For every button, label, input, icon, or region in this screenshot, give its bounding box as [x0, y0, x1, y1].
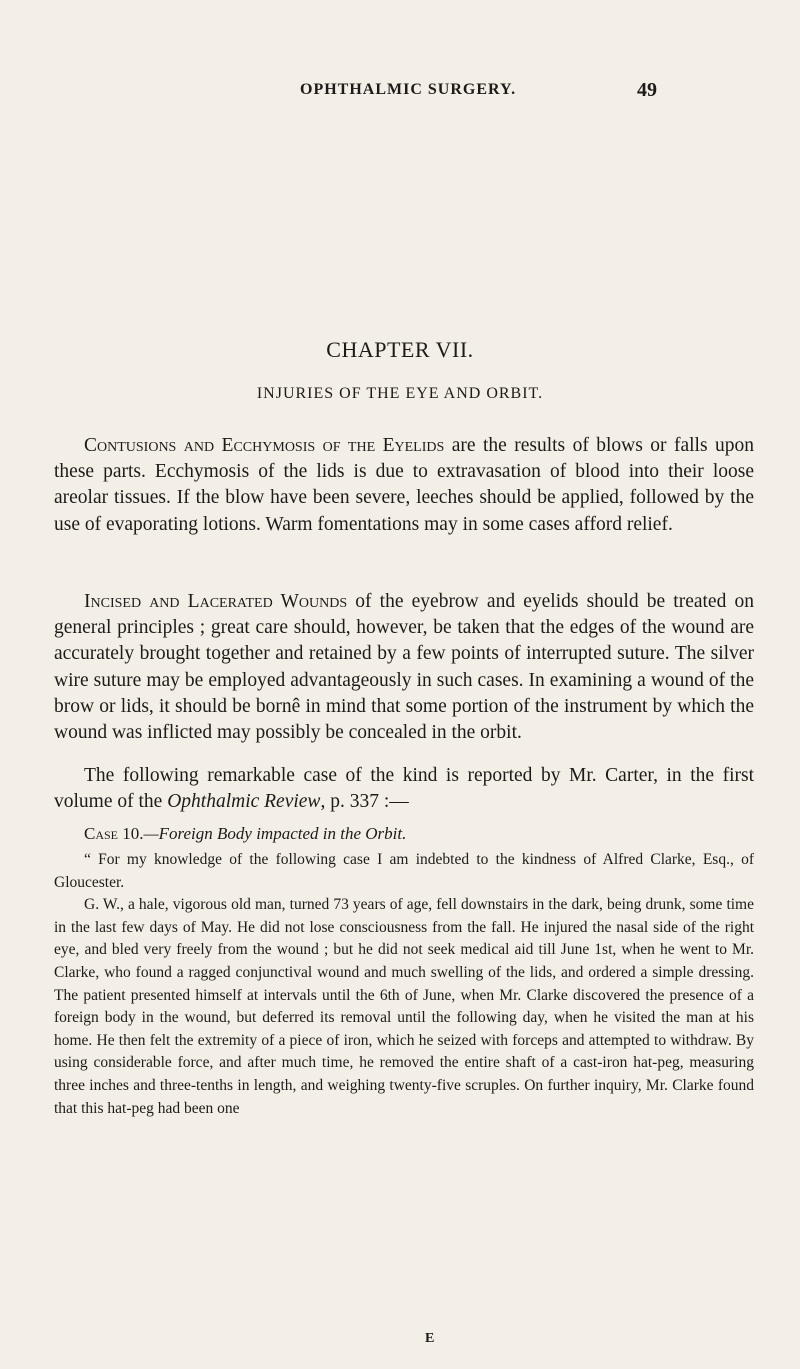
paragraph-lead: Incised and Lacerated Wounds [84, 591, 348, 612]
chapter-title: INJURIES OF THE EYE AND ORBIT. [256, 385, 544, 402]
page-number: 49 [637, 79, 657, 101]
body-paragraph-1 [54, 433, 754, 538]
case-title-line [54, 823, 754, 846]
case-body [54, 849, 754, 1120]
body-paragraph-2 [54, 589, 754, 746]
paragraph-text: of the eyebrow and eyelids should be treated on general principles ; great care should, however, be taken that the edges of the wound are accurately brought together and retained by a few points of interrupted suture. The silver wire suture may be employed advantageously in such cases. In examining a wound of the brow or lids, it should be bornê in mind that some portion of the instrument by which the wound was inflicted may possibly be concealed in the orbit. [54, 591, 754, 744]
paragraph [54, 763, 754, 815]
paragraph-text: , p. 337 :— [320, 791, 409, 813]
paragraph-text: are the results of blows or falls upon these parts. Ecchymosis of the lids is due to extravasation of blood into their loose areolar tissues. If the blow have been severe, leeches should be applied, followed by the use of evaporating lotions. Warm fomentations may in some cases afford relief. [54, 435, 754, 535]
paragraph [54, 589, 754, 746]
running-head [0, 81, 800, 103]
case-title: —Foreign Body impacted in the Orbit. [143, 824, 407, 843]
journal-title: Ophthalmic Review [167, 791, 321, 813]
paragraph [54, 433, 754, 538]
chapter-heading: CHAPTER VII. [326, 337, 474, 362]
running-title: OPHTHALMIC SURGERY. [300, 81, 517, 98]
case-paragraph-2: G. W., a hale, vigorous old man, turned 73 years of age, fell downstairs in the dark, being drunk, some time in the last few days of May. He did not lose consciousness from the fall. He injured the nasal side of the right eye, and bled very freely from the wound ; but he did not seek medical aid till June 1st, when he went to Mr. Clarke, who found a ragged conjunctival wound and much swelling of the lids, and ordered a simple dressing. The patient presented himself at intervals until the 6th of June, when Mr. Clarke discovered the presence of a foreign body in the wound, but deferred its removal until the following day, when he visited the man at his home. He then felt the extremity of a piece of iron, which he seized with forceps and attempted to withdraw. By using considerable force, and after much time, he removed the entire shaft of a cast-iron hat-peg, measuring three inches and three-tenths in length, and weighing twenty-five scruples. On further inquiry, Mr. Clarke found that this hat-peg had been one [54, 896, 754, 1117]
body-paragraph-3 [54, 763, 754, 815]
case-label: Case 10. [84, 824, 144, 843]
paragraph-text: The following remarkable case of the kind is reported by Mr. Carter, in the first volume of the [54, 765, 754, 813]
case-heading [54, 823, 754, 846]
paragraph-lead: Contusions and Ecchymosis of the Eyelids [84, 435, 445, 456]
signature-mark: E [425, 1331, 435, 1346]
case-paragraph-1: “ For my knowledge of the following case I am indebted to the kindness of Alfred Clarke, Esq., of Gloucester. [54, 851, 754, 891]
